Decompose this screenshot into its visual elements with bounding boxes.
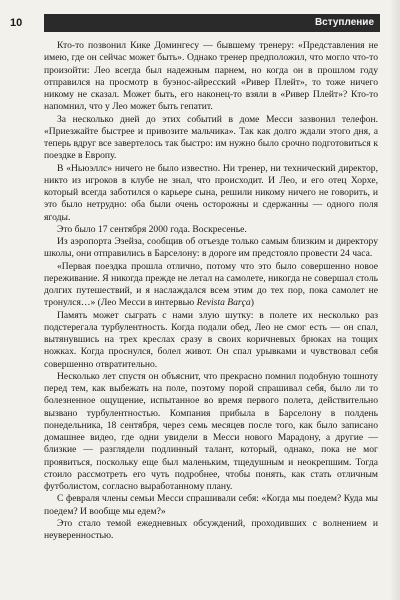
- section-title: Вступление: [314, 17, 374, 28]
- paragraph: Память может сыграть с нами злую шутку: в полете их несколько раз подстерегала турбулентность. Когда подали обед, Лео не смог есть — он спал, вытянувшись на трех креслах сразу в своих коричневых брюках на тощих ножках. Когда проснулся, болел живот. Он спал урывками и чувствовал себя совершенно отвратительно.: [44, 309, 378, 370]
- paragraph: Несколько лет спустя он объяснит, что прекрасно помнил подобную тошноту перед тем, как выбежать на поле, поэтому порой спрашивал себя, было ли то болезненное ощущение, испытанное во время первого полета, действительно вызвано турбулентностью. Компания прибыла в Барселону в полдень понедельника, 18 сентября, через семь месяцев после того, как было записано домашнее видео, где одни увидели в Месси нового Марадону, а другие — близкие — разглядели подлинный талант, который, однако, пока не мог проявиться, поскольку еще был маленьким, тщедушным и неокрепшим. Тогда стоило рассмотреть его чуть подробнее, чтобы понять, как стать отличным футболистом, согласно выработанному плану.: [44, 370, 378, 492]
- page-edge-shadow: [390, 0, 400, 600]
- paragraph: В «Ньюэллс» ничего не было известно. Ни тренер, ни технический директор, никто из игроков в клубе не знал, что происходит. И Лео, и его отец Хорхе, который всегда заботился о карьере сына, решили никому ничего не говорить, и это было нетрудно: оба были очень осторожны и сдержанны — одного поля ягоды.: [44, 162, 378, 223]
- magazine-title: Revista Barça: [196, 297, 251, 309]
- paragraph: Кто-то позвонил Кике Домингесу — бывшему тренеру: «Представления не имею, где он сейчас может быть». Однако тренер предположил, что могло что-то произойти: Лео всегда был надежным парнем, но когда он в прошлом году отправился на просмотр в буэнос-айресский «Ривер Плейт», то тоже ничего никому не сказал. Может быть, его наконец-то взяли в «Ривер Плейт»? Кто-то напомнил, что у Лео может быть гепатит.: [44, 40, 378, 113]
- quote-paragraph: «Первая поездка прошла отлично, потому что это было совершенно новое переживание. Я никогда прежде не летал на самолете, никогда не совершал столь долгих путешествий, и я наслаждался всем этим до тех пор, пока самолет не тронулся…» (Лео Месси в интервью Revista Barça): [44, 260, 378, 309]
- paragraph: С февраля члены семьи Месси спрашивали себя: «Когда мы поедем? Куда мы поедем? И вообще мы едем?»: [44, 493, 378, 517]
- paragraph: Это было 17 сентября 2000 года. Воскресенье.: [57, 223, 247, 235]
- page-header: [10, 14, 380, 32]
- page-number: 10: [10, 17, 23, 29]
- paragraph: За несколько дней до этих событий в доме Месси зазвонил телефон. «Приезжайте быстрее и привозите мальчика». Так как долго ждали этого дня, а теперь вдруг все завертелось так быстро: им нужно было срочно подготовиться к поездке в Европу.: [44, 113, 378, 162]
- paragraph: Из аэропорта Эзейза, сообщив об отъезде только самым близким и директору школы, они отправились в Барселону: в дороге им предстояло провести 24 часа.: [44, 236, 378, 260]
- page-body: [44, 40, 378, 594]
- paragraph: Это стало темой ежедневных обсуждений, проходивших с волнением и неуверенностью.: [44, 517, 378, 541]
